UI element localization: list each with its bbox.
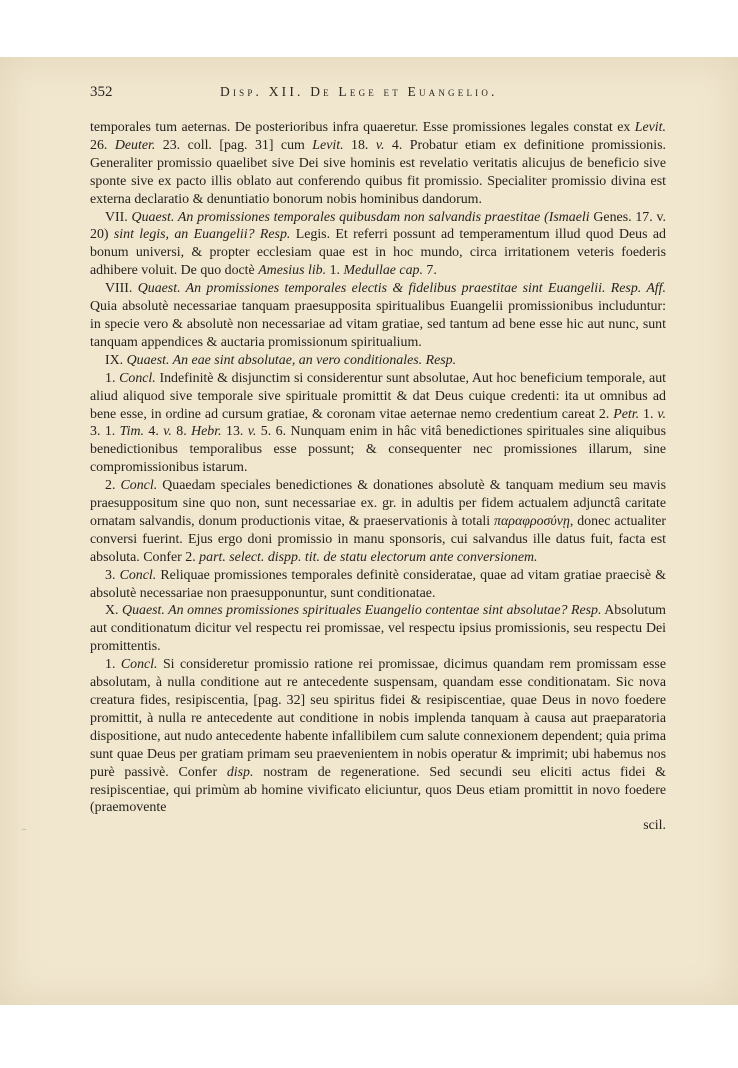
margin-mark (22, 829, 26, 830)
text-run: VIII. (105, 281, 138, 297)
italic-run: Amesius lib. (258, 263, 327, 279)
text-run: Quia absolutè necessariae tanquam praesupposita spiritualibus Euangelii promissionibus includuntur: in specie vero & absolutè non necessariae ad vitam gratiae, sed tantum ad bene esse hic aut nunc, sunt tanquam appendices & auctaria promissionum spiritualium. (90, 299, 666, 350)
paragraph-vii (90, 209, 666, 281)
text-run: IX. (105, 352, 127, 368)
text-run: 13. (221, 424, 248, 440)
italic-run: Levit. (312, 137, 344, 153)
text-run: Absolutum aut conditionatum dicitur vel respectu rei promissae, vel respectu ipsius promissionis, seu respectu Dei promittentis. (90, 603, 666, 655)
paragraph-concl-3 (90, 567, 666, 603)
italic-run: Quaest. An promissiones temporales quibusdam non salvandis praestitae (Ismaeli (131, 209, 590, 225)
italic-run: disp. (226, 764, 254, 780)
text-run: 5. 6. Nunquam enim in hâc vitâ benedictiones spirituales sine aliquibus benedictionibus temporalibus esse possunt; & consequenter nec promissiones illarum, sine compromissionibus istarum. (90, 424, 666, 476)
italic-run: Deuter. (114, 137, 156, 153)
body-text (90, 119, 666, 835)
text-run: Legis. Et referri possunt ad temperamentum illud quod Deus ad bonum universi, & propter ecclesiam quae est in hoc mundo, circa irritationem veteris foederis adhibere voluit. De quo doctè (90, 227, 666, 279)
italic-run: Concl. (120, 657, 158, 673)
italic-run: Petr. (613, 406, 640, 422)
text-run: X. (105, 603, 123, 619)
text-run: nostram de regeneratione. Sed secundi seu eliciti actus fidei & resipiscentiae, qui primùm ab homine vivificato eliciuntur, quos Deus etiam promittit in novo foedere (praemovente (90, 764, 666, 816)
paragraph-x-concl-1 (90, 656, 666, 817)
catchword: scil. (643, 818, 666, 834)
page-header (90, 84, 664, 104)
italic-run: Hebr. (191, 424, 222, 440)
text-run: 26. (90, 137, 115, 153)
text-run: temporales tum aeternas. De posterioribus infra quaeretur. Esse promissiones legales constat ex (90, 120, 635, 135)
paragraph-continuation (90, 119, 666, 209)
italic-run: Quaest. An omnes promissiones spirituales Euangelio contentae sint absolutae? Resp. (122, 603, 602, 619)
paragraph-concl-1 (90, 370, 666, 477)
text-run: Si consideretur promissio ratione rei promissae, dicimus quandam rem promissam esse absolutam, à nulla conditione aut re antecedente suspensam, quandam esse conditionatam. Sic nova creatura fides, resipiscentia, [pag. 32] seu spiritus fidei & resipiscentiae, quae Deus in novo foedere promittit, à nulla re antecedente aut conditione in nobis implenda tanquam à causa aut praeparatoria dispositione, aut nudo antecedente habente infallibilem cum salute connexionem dependent; quia prima sunt quae Deus per gratiam primam seu praevenientem in nobis operatur & imprimit; ubi habemus nos purè passivè. Confer (90, 657, 667, 780)
text-run: Quaedam speciales benedictiones & donationes absolutè & tanquam medium seu mavis praesuppositum sine quo non, sunt necessariae ex. gr. in adultis per fidem actualem adjunctâ caritate ornatam salvandis, donum productionis vitae, & praeservationis à totali (90, 478, 667, 529)
catchword-line (90, 817, 666, 835)
italic-run: sint legis, an Euangelii? Resp. (113, 227, 291, 243)
paragraph-x (90, 602, 666, 656)
italic-run: Quaest. An promissiones temporales electis & fidelibus praestitae sint Euangelii. Resp. Aff. (137, 281, 666, 297)
paragraph-viii (90, 280, 666, 352)
text-run: 4. Probatur etiam ex definitione promissionis. Generaliter promissio quaelibet sive Dei sive hominis est revelatio veritatis alicujus de beneficio sive sponte sive ex pacto illis oblato aut conferendo quibus fit promissio. Specialiter promissio divina est externa declaratio & denuntiatio bonorum nobis hominibus dandorum. (90, 137, 666, 207)
page-number: 352 (90, 84, 113, 100)
text-run: 2. (105, 478, 121, 494)
italic-run: παραφροσύνῃ (494, 513, 570, 529)
text-run: Reliquae promissiones temporales definitè consideratae, quae ad vitam gratiae praecisè & absolutè necessariae non praesupponuntur, sunt conditionatae. (90, 567, 667, 601)
text-run: Genes. 17. v. 20) (90, 209, 666, 243)
text-run: , donec actualiter conversi fuerint. Ejus ergo doni promissio in manu sponsoris, cui salvandus ille datus fuit, facta est absoluta. Confer 2. (90, 513, 666, 565)
italic-run: Quaest. An eae sint absolutae, an vero conditionales. Resp. (126, 352, 457, 368)
italic-run: v. (247, 424, 257, 440)
italic-run: Concl. (120, 478, 158, 494)
italic-run: v. (375, 137, 385, 153)
paragraph-concl-2 (90, 477, 666, 567)
text-run: 7. (422, 263, 437, 279)
italic-run: v. (163, 424, 172, 440)
text-run: VII. (105, 209, 132, 225)
running-title: Disp. XII. De Lege et Euangelio. (220, 84, 498, 99)
text-run: 1. (105, 370, 120, 386)
text-run: 1. (326, 263, 344, 279)
text-run: 23. coll. [pag. 31] cum (155, 137, 313, 153)
text-run: 8. (171, 424, 192, 440)
text-run: 4. (144, 424, 164, 440)
text-run: 18. (343, 137, 376, 153)
text-run: 1. (105, 657, 121, 673)
italic-run: Concl. (119, 567, 157, 583)
italic-run: Tim. (119, 424, 144, 440)
italic-run: v. (657, 406, 666, 422)
paragraph-ix (90, 352, 666, 370)
text-run: 1. (639, 406, 658, 422)
italic-run: Concl. (119, 370, 156, 386)
book-page (0, 57, 738, 1005)
text-run: 3. 1. (90, 424, 120, 440)
italic-run: Levit. (634, 120, 666, 135)
italic-run: part. select. dispp. tit. de statu electorum ante conversionem. (199, 549, 538, 565)
text-run: Indefinitè & disjunctim si considerentur sunt absolutae, Aut hoc beneficium temporale, aut aliud aliquod sive temporale sive spirituale promittit & dat Deus cuique credenti: ita ut omnibus ad bene esse, in ordine ad cursum gratiae, & coronam vitae aeternae nemo credentium careat 2. (90, 370, 666, 422)
italic-run: Medullae cap. (343, 263, 423, 279)
text-run: 3. (105, 567, 120, 583)
